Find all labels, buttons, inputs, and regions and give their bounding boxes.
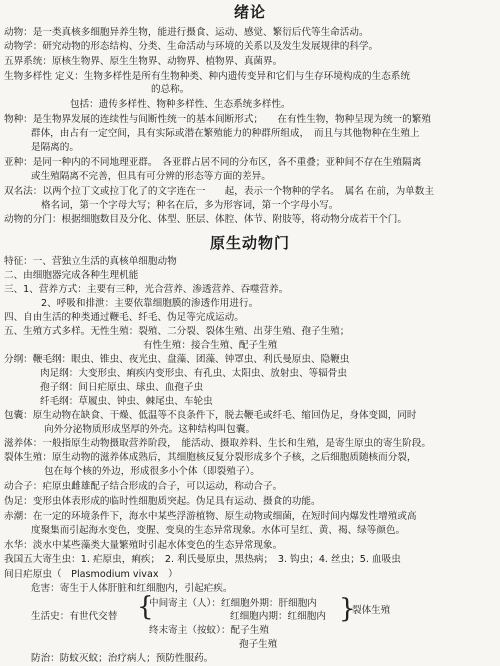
section-title-protozoa: 原生动物门 xyxy=(209,234,290,252)
feature-4-locomotion: 四、自由生活的种类通过鞭毛、纤毛、伪足等完成运动。 xyxy=(4,312,244,323)
feature-1: 特征：一、营独立生活的真核单细胞动物 xyxy=(4,256,177,267)
definition-zoology: 动物学：研究动物的形态结构、分类、生命活动与环境的关系以及发生发展规律的科学。 xyxy=(4,41,379,52)
class-flagellata: 分纲：鞭毛纲：眼虫、锥虫、夜光虫、盘藻、团藻、钟罩虫、利氏曼原虫、隐鞭虫 xyxy=(4,354,350,365)
feature-5-sexual: 有性生殖：接合生殖、配子生殖 xyxy=(143,340,278,351)
schizogony-brace-right: } xyxy=(339,594,356,624)
lifecycle-alternation: 生活史：有世代交替 xyxy=(31,611,118,622)
class-sporozoa: 孢子纲：间日疟原虫、球虫、血孢子虫 xyxy=(40,382,204,393)
definition-subspecies: 亚种：是同一种内的不同地理亚群。 各亚群占居不同的分布区，各不重叠；亚种间不存在生殖隔离 xyxy=(4,157,422,168)
feature-3-respiration: 2、呼吸和排泄：主要依靠细胞膜的渗透作用进行。 xyxy=(41,298,259,309)
definition-cyst: 包囊：原生动物在缺食、干燥、低温等不良条件下，脱去鞭毛或纤毛、缩回伪足，身体变圆，同时 xyxy=(4,410,417,421)
feature-3-nutrition: 三、1、营养方式：主要有三种，光合营养、渗透营养、吞噬营养。 xyxy=(4,284,289,295)
feature-2: 二、由细胞器完成各种生理机能 xyxy=(4,270,139,281)
definition-species-cont2: 是隔离的。 xyxy=(31,142,79,153)
plasmodium-prevention: 防治：防蚊灭蚊；治疗病人；预防性服药。 xyxy=(31,653,214,664)
definition-animal: 动物：是一类真核多细胞异养生物，能进行摄食、运动、感觉、繁衍后代等生命活动。 xyxy=(4,27,369,38)
erythrocytic-stage: 红细胞内期：红细胞内 xyxy=(230,611,326,622)
lifecycle-brace-left: { xyxy=(137,592,154,622)
section-title-intro: 绪论 xyxy=(233,3,266,21)
definition-trophozoite: 滋养体：一般指原生动物摄取营养阶段， 能活动、摄取养料、生长和生殖，是寄生原虫的寄生阶段。 xyxy=(4,438,431,449)
definition-red-tide: 赤潮：在一定的环境条件下，海水中某些浮游植物、原生动物或细菌，在短时间内爆发性增殖或高 xyxy=(4,511,417,522)
definition-cyst-cont: 向外分泌物质形成坚厚的外壳。这种结构叫包囊。 xyxy=(44,424,256,435)
binomial-nomenclature: 双名法：以两个拉丁文或拉丁化了的文字连在一 起，表示一个物种的学名。 属名 在前，为单数主 xyxy=(4,186,434,197)
definition-schizogony: 裂体生殖：原生动物的滋养体成熟后，其细胞核反复分裂形成多个子核，之后细胞质随核而分裂， xyxy=(4,452,417,463)
plasmodium-vivax-heading: 间日疟原虫（ Plasmodium vivax ） xyxy=(4,569,178,580)
definition-subspecies-cont: 或生殖隔离不完善，但具有可分辨的形态等方面的差异。 xyxy=(31,171,271,182)
definition-species-cont1: 群体，由占有一定空间，具有实际或潜在繁殖能力的种群所组成， 而且与其他物种在生殖上 xyxy=(31,128,420,139)
definition-ookinete: 动合子：疟原虫雌雄配子结合形成的合子，可以运动，称动合子。 xyxy=(4,481,283,492)
biodiversity-includes: 包括：遗传多样性、物种多样性、生态系统多样性。 xyxy=(70,99,291,110)
class-sarcodina: 肉足纲：大变形虫、痢疾内变形虫、有孔虫、太阳虫、放射虫、等辐骨虫 xyxy=(40,368,347,379)
five-kingdoms: 五界系统：原核生物界、原生生物界、动物界、植物界、真菌界。 xyxy=(4,56,283,67)
schizogony-label: 裂体生殖 xyxy=(352,605,391,616)
definition-species: 物种：是生物界发展的连续性与间断性统一的基本间断形式； 在有性生物，物种呈现为统一的繁殖 xyxy=(4,114,431,125)
definitive-host-gametogony: 终末寄主（按蚊）：配子生殖 xyxy=(149,625,269,636)
five-major-parasites: 我国五大寄生虫：1. 疟原虫，痢疾； 2. 利氏曼原虫，黑热病； 3. 钩虫；4. 丝虫；5. 血吸虫 xyxy=(4,554,401,565)
definition-water-bloom: 水华：淡水中某些藻类大量繁殖时引起水体变色的生态异常现象。 xyxy=(4,540,283,551)
binomial-nomenclature-cont: 格名词，第一个字母大写；种名在后，多为形容词，第一个字母小写。 xyxy=(41,200,339,211)
definition-schizogony-cont: 包在每个核的外边，形成很多小个体（即裂殖子）。 xyxy=(44,466,260,477)
definition-pseudopodium: 伪足：变形虫体表形成的临时性细胞质突起。伪足具有运动、摄食的功能。 xyxy=(4,496,321,507)
sporogony-label: 孢子生殖 xyxy=(239,639,278,650)
feature-5-reproduction: 五、生殖方式多样。无性生殖：裂殖、二分裂、裂体生殖、出芽生殖、孢子生殖； xyxy=(4,326,350,337)
biodiversity-definition: 生物多样性 定义：生物多样性是所有生物种类、种内遗传变异和它们与生存环境构成的生态系统 xyxy=(4,71,410,82)
intermediate-host-exoerythrocytic: 中间寄主（人）：红细胞外期：肝细胞内 xyxy=(149,598,317,609)
biodiversity-definition-cont: 的总称。 xyxy=(151,84,190,95)
definition-red-tide-cont: 度聚集而引起海水变色，变腥、变臭的生态异常现象。水体可呈红、黄、褐、绿等颜色。 xyxy=(31,525,406,536)
class-ciliata: 纤毛纲：草履虫、钟虫、棘尾虫、车轮虫 xyxy=(40,396,213,407)
plasmodium-harm: 危害：寄生于人体肝脏和红细胞内，引起疟疾。 xyxy=(31,583,233,594)
animal-phyla: 动物的分门：根据细胞数目及分化、体型、胚层、体腔、体节、附肢等，将动物分成若干个门。 xyxy=(4,214,407,225)
